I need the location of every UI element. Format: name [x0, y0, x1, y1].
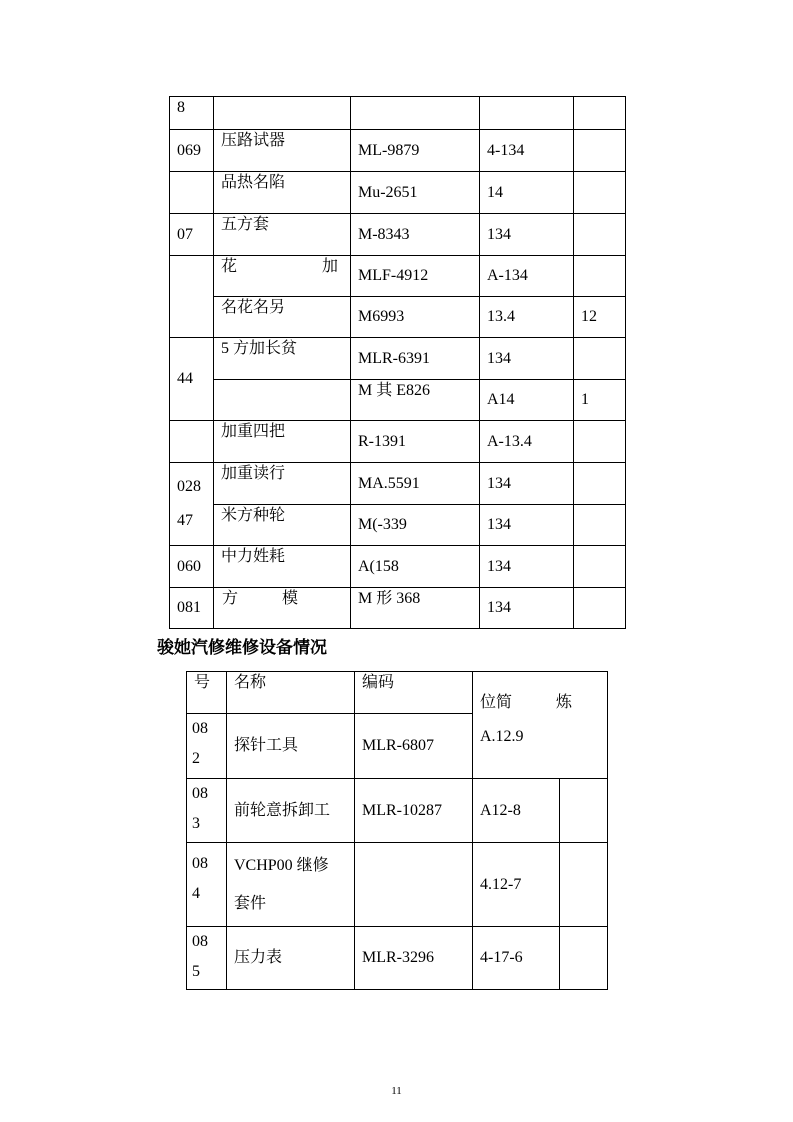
cell-id: 07: [170, 214, 214, 256]
cell-id: [170, 172, 214, 214]
name-part: 花: [221, 258, 238, 275]
cell-position: 134: [480, 463, 574, 505]
table-header-row: [187, 672, 608, 714]
id-part: 47: [177, 512, 193, 529]
cell-position: A-134: [480, 256, 574, 297]
cell-id: 8: [170, 97, 214, 130]
cell-position: 14: [480, 172, 574, 214]
cell-qty: [574, 338, 626, 380]
cell-code: M6993: [351, 297, 480, 338]
cell-code: Mu-2651: [351, 172, 480, 214]
table-row: [170, 338, 626, 380]
number-part: 3: [192, 815, 200, 832]
cell-qty: [574, 130, 626, 172]
name-part: 模: [282, 590, 299, 607]
equipment-table-bottom: [186, 671, 608, 990]
cell-name: [214, 380, 351, 421]
cell-id-merged: [170, 256, 214, 338]
equipment-table-top: [169, 96, 626, 629]
name-line: VCHP00 继修: [234, 857, 329, 874]
cell-qty: [574, 505, 626, 546]
table-row: [187, 927, 608, 990]
table-row: [170, 214, 626, 256]
table-row: [170, 130, 626, 172]
cell-position: 134: [480, 546, 574, 588]
name-part: 方: [222, 590, 239, 607]
cell-extra: [560, 927, 608, 990]
cell-id: [170, 463, 214, 546]
number-part: 08: [192, 720, 208, 737]
cell-code: M(-339: [351, 505, 480, 546]
table-row: [170, 380, 626, 421]
number-part: 4: [192, 885, 200, 902]
cell-qty: [574, 588, 626, 629]
table-row: [187, 779, 608, 843]
cell-name: 米方种轮: [214, 505, 351, 546]
page-number: 11: [391, 1085, 402, 1097]
cell-position: 134: [480, 338, 574, 380]
number-part: 2: [192, 750, 200, 767]
cell-name: 5 方加长贫: [214, 338, 351, 380]
table-row: [170, 463, 626, 505]
cell-code: MLR-10287: [355, 779, 473, 843]
table-row: [170, 588, 626, 629]
number-part: 08: [192, 933, 208, 950]
cell-name: 探针工具: [227, 714, 355, 779]
cell-code: MLR-6391: [351, 338, 480, 380]
header-code: 编码: [355, 672, 473, 714]
cell-code: M-8343: [351, 214, 480, 256]
id-part: 028: [177, 478, 201, 495]
cell-qty: 1: [574, 380, 626, 421]
cell-code: MLF-4912: [351, 256, 480, 297]
cell-number: [187, 927, 227, 990]
cell-code: M 其 E826: [351, 380, 480, 421]
table-row: [170, 97, 626, 130]
cell-qty: [574, 172, 626, 214]
cell-position: A14: [480, 380, 574, 421]
table-row: [170, 172, 626, 214]
table-row: [170, 256, 626, 297]
cell-position: A-13.4: [480, 421, 574, 463]
table-row: [187, 843, 608, 927]
number-part: 08: [192, 785, 208, 802]
section-caption: 骏她汽修维修设备情况: [157, 638, 327, 658]
cell-code: R-1391: [351, 421, 480, 463]
cell-position: [480, 97, 574, 130]
name-part: 加: [321, 258, 338, 275]
cell-name: 加重读行: [214, 463, 351, 505]
header-name: 名称: [227, 672, 355, 714]
number-part: 08: [192, 855, 208, 872]
cell-position: 4.12-7: [473, 843, 560, 927]
cell-qty: 12: [574, 297, 626, 338]
cell-position: 134: [480, 505, 574, 546]
cell-qty: [574, 256, 626, 297]
cell-code: MLR-3296: [355, 927, 473, 990]
cell-name: 品热名陷: [214, 172, 351, 214]
cell-id: 081: [170, 588, 214, 629]
cell-name: [227, 843, 355, 927]
cell-id: 44: [170, 338, 214, 421]
cell-number: [187, 779, 227, 843]
header-number: 号: [187, 672, 227, 714]
cell-qty: [574, 214, 626, 256]
cell-code: MLR-6807: [355, 714, 473, 779]
cell-name: [214, 588, 351, 629]
cell-code: M 形 368: [351, 588, 480, 629]
cell-code: MA.5591: [351, 463, 480, 505]
cell-position: 4-134: [480, 130, 574, 172]
cell-qty: [574, 463, 626, 505]
header-position-label: 位简: [480, 694, 513, 711]
cell-name: 前轮意拆卸工: [227, 779, 355, 843]
cell-qty: [574, 97, 626, 130]
cell-position: 4-17-6: [473, 927, 560, 990]
cell-code: [355, 843, 473, 927]
position-value: A.12.9: [480, 728, 524, 745]
name-line: 套件: [234, 895, 267, 912]
cell-extra: [560, 843, 608, 927]
number-part: 5: [192, 963, 200, 980]
cell-qty: [574, 546, 626, 588]
cell-name: 压力表: [227, 927, 355, 990]
cell-qty: [574, 421, 626, 463]
cell-id: [170, 421, 214, 463]
cell-number: [187, 843, 227, 927]
table-row: [170, 421, 626, 463]
cell-position: 134: [480, 214, 574, 256]
cell-id: 060: [170, 546, 214, 588]
cell-name: 中力姓耗: [214, 546, 351, 588]
cell-name: [214, 97, 351, 130]
cell-name: [214, 256, 351, 297]
header-position: [473, 672, 608, 779]
cell-name: 五方套: [214, 214, 351, 256]
cell-name: 名花名另: [214, 297, 351, 338]
cell-code: ML-9879: [351, 130, 480, 172]
cell-position: 13.4: [480, 297, 574, 338]
table-row: [170, 297, 626, 338]
header-position-label: 炼: [556, 694, 573, 711]
cell-number: [187, 714, 227, 779]
cell-name: 加重四把: [214, 421, 351, 463]
cell-position: 134: [480, 588, 574, 629]
cell-extra: [560, 779, 608, 843]
cell-code: A(158: [351, 546, 480, 588]
cell-id: 069: [170, 130, 214, 172]
cell-position: A12-8: [473, 779, 560, 843]
table-row: [170, 546, 626, 588]
cell-code: [351, 97, 480, 130]
table-row: [170, 505, 626, 546]
cell-name: 压路试器: [214, 130, 351, 172]
